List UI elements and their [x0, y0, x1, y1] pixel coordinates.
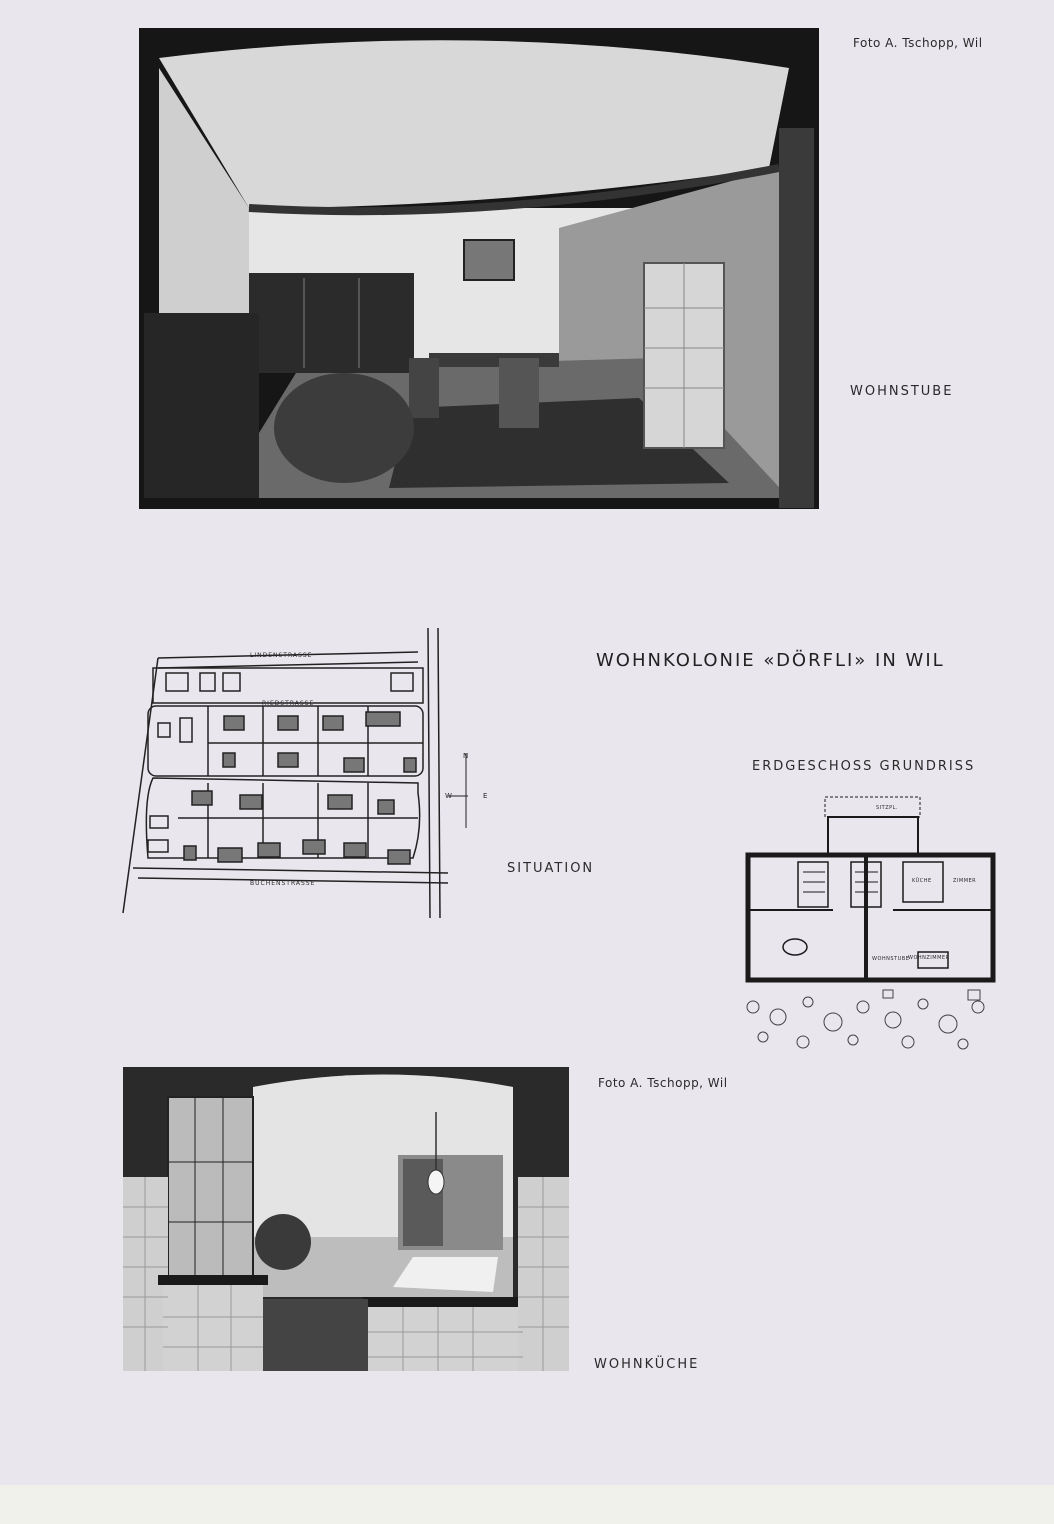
compass-west: W: [445, 792, 453, 800]
bottom-photo-credit: Foto A. Tschopp, Wil: [598, 1076, 728, 1090]
kitchen-photo: [123, 1067, 569, 1371]
bottom-photo-caption: WOHNKÜCHE: [594, 1357, 700, 1372]
living-room-photo: [139, 28, 819, 509]
room-label-wohnzimmer: WOHNZIMMER: [908, 955, 950, 961]
compass-east: E: [483, 792, 488, 800]
street-label-bottom: BUCHENSTRASSE: [250, 880, 316, 887]
site-plan-diagram: [118, 628, 468, 918]
top-photo-credit: Foto A. Tschopp, Wil: [853, 36, 983, 50]
floor-plan-caption: ERDGESCHOSS GRUNDRISS: [752, 759, 976, 774]
room-label-kueche: KÜCHE: [912, 878, 932, 884]
room-label-sitzplatz: SITZPL.: [876, 805, 899, 811]
floor-plan-diagram: [733, 792, 1005, 1062]
street-label-top: LINDENSTRASSE: [250, 652, 313, 659]
compass-north: N: [463, 752, 469, 760]
top-photo-caption: WOHNSTUBE: [850, 384, 954, 399]
room-label-wohnstube: WOHNSTUBE: [872, 956, 910, 962]
street-label-middle: RIEDSTRASSE: [262, 700, 315, 707]
site-plan-caption: SITUATION: [507, 861, 595, 876]
room-label-zimmer: ZIMMER: [953, 878, 977, 884]
scan-border: [0, 1485, 1054, 1524]
page-title: WOHNKOLONIE «DÖRFLI» IN WIL: [596, 650, 945, 671]
